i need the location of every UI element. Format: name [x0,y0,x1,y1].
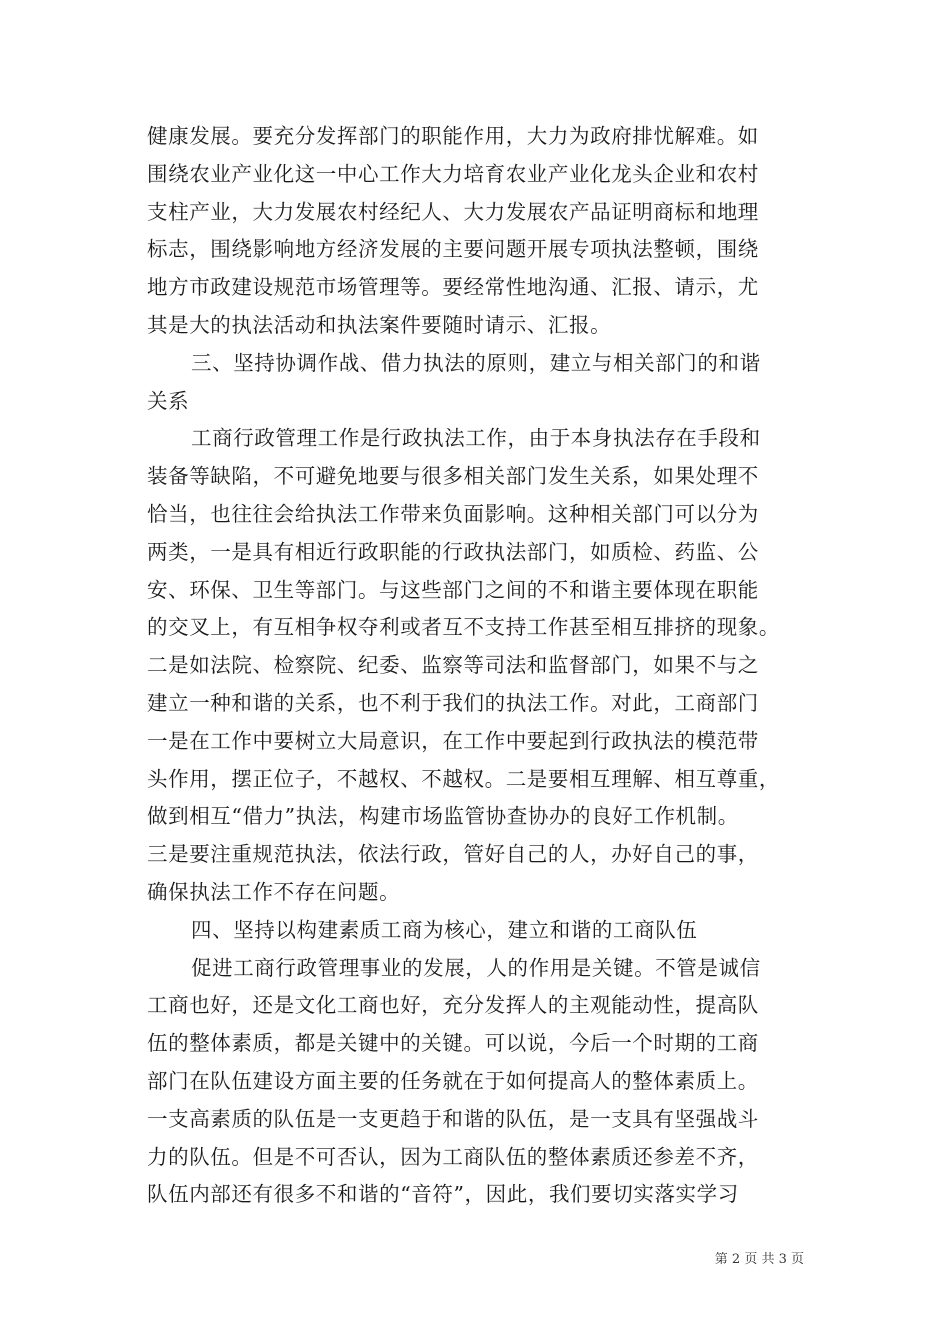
text-line: 做到相互“借力”执法，构建市场监管协查协办的良好工作机制。 [147,804,739,829]
text-line: 安、环保、卫生等部门。与这些部门之间的不和谐主要体现在职能 [147,577,759,602]
text-line: 三、坚持协调作战、借力执法的原则，建立与相关部门的和谐 [191,350,761,375]
text-line: 地方市政建设规范市场管理等。要经常性地沟通、汇报、请示，尤 [147,275,759,300]
text-line: 一支高素质的队伍是一支更趋于和谐的队伍，是一支具有坚强战斗 [147,1106,759,1131]
text-line: 队伍内部还有很多不和谐的“音符”，因此，我们要切实落实学习 [147,1182,739,1207]
text-line: 的交叉上，有互相争权夺利或者互不支持工作甚至相互排挤的现象。 [147,615,780,640]
text-line: 围绕农业产业化这一中心工作大力培育农业产业化龙头企业和农村 [147,161,759,186]
text-line: 其是大的执法活动和执法案件要随时请示、汇报。 [147,312,612,337]
text-line: 支柱产业，大力发展农村经纪人、大力发展农产品证明商标和地理 [147,199,759,224]
body-text [147,118,827,1214]
text-line: 伍的整体素质，都是关键中的关键。可以说，今后一个时期的工商 [147,1031,759,1056]
text-line: 促进工商行政管理事业的发展，人的作用是关键。不管是诚信 [191,955,761,980]
text-line: 部门在队伍建设方面主要的任务就在于如何提高人的整体素质上。 [147,1068,759,1093]
text-line: 力的队伍。但是不可否认，因为工商队伍的整体素质还参差不齐， [147,1144,759,1169]
text-line: 工商行政管理工作是行政执法工作，由于本身执法存在手段和 [191,426,761,451]
text-line: 标志，围绕影响地方经济发展的主要问题开展专项执法整顿，围绕 [147,237,759,262]
text-line: 头作用，摆正位子，不越权、不越权。二是要相互理解、相互尊重， [147,766,780,791]
text-line: 建立一种和谐的关系，也不利于我们的执法工作。对此，工商部门 [147,690,759,715]
text-line: 关系 [147,388,190,413]
text-line: 一是在工作中要树立大局意识，在工作中要起到行政执法的模范带 [147,728,759,753]
text-line: 工商也好，还是文化工商也好，充分发挥人的主观能动性，提高队 [147,993,759,1018]
text-line: 四、坚持以构建素质工商为核心，建立和谐的工商队伍 [191,917,698,942]
text-line: 两类，一是具有相近行政职能的行政执法部门，如质检、药监、公 [147,539,759,564]
text-line: 装备等缺陷，不可避免地要与很多相关部门发生关系，如果处理不 [147,464,759,489]
page-number: 第 2 页 共 3 页 [714,1252,804,1267]
text-line: 确保执法工作不存在问题。 [147,879,401,904]
text-line: 三是要注重规范执法，依法行政，管好自己的人，办好自己的事， [147,842,759,867]
text-line: 二是如法院、检察院、纪委、监察等司法和监督部门，如果不与之 [147,653,759,678]
text-line: 恰当，也往往会给执法工作带来负面影响。这种相关部门可以分为 [147,501,759,526]
text-line: 健康发展。要充分发挥部门的职能作用，大力为政府排忧解难。如 [147,124,759,148]
